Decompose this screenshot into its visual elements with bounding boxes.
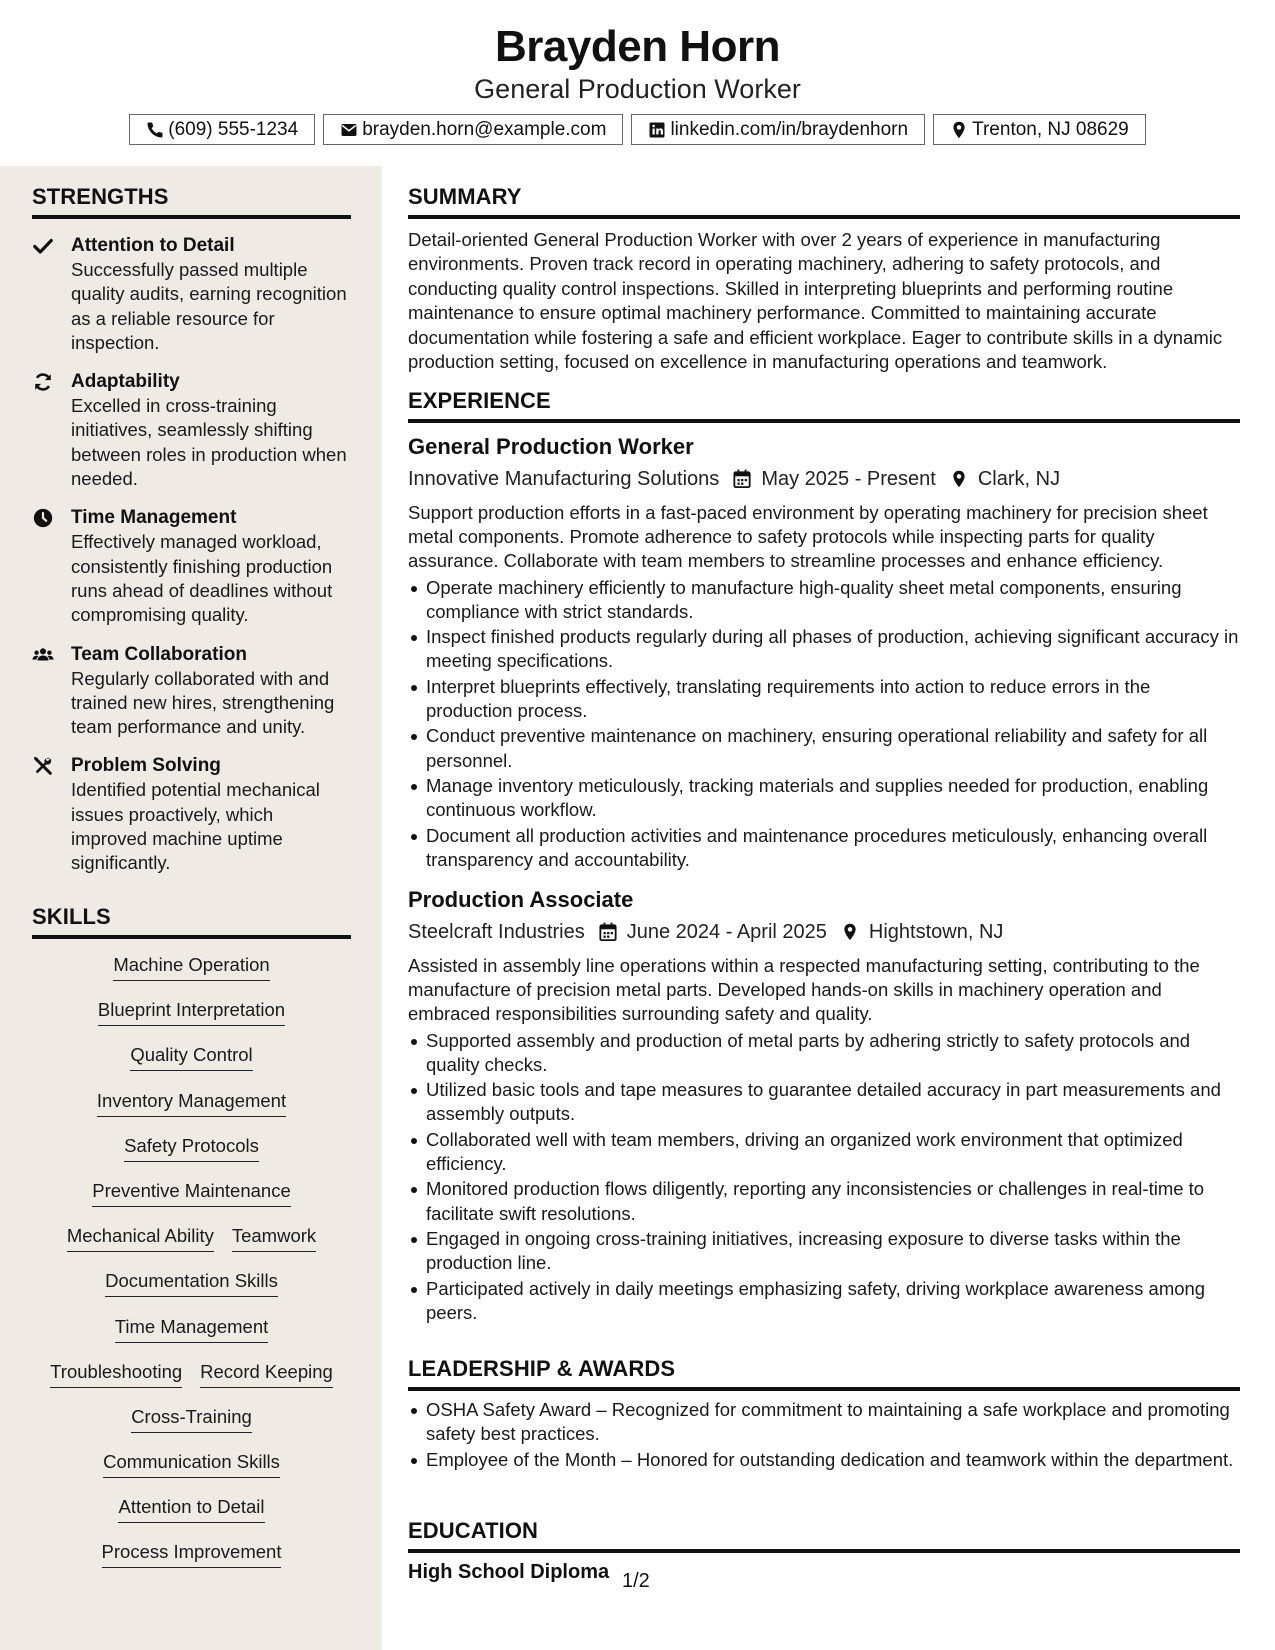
strength-description: Excelled in cross-training initiatives, seamlessly shifting between roles in production when needed. (71, 395, 347, 490)
strength-description: Regularly collaborated with and trained new hires, strengthening team performance and unity. (71, 667, 335, 738)
strength-item (32, 233, 351, 355)
tools-icon (32, 755, 54, 777)
strength-description: Effectively managed workload, consistently finishing production runs ahead of deadlines without compromising quality. (71, 531, 333, 626)
job-entry (408, 431, 1240, 872)
skill-tag: Communication Skills (103, 1450, 280, 1478)
experience-heading: EXPERIENCE (408, 388, 1240, 423)
strength-title: Adaptability (71, 371, 180, 393)
job-meta (408, 917, 1240, 947)
education-degree: High School Diploma (408, 1561, 610, 1583)
skill-row (32, 1269, 351, 1314)
job-company: Steelcraft Industries (408, 920, 585, 943)
bullet-item: Engaged in ongoing cross-training initiatives, increasing exposure to diverse tasks within the production line. (408, 1227, 1240, 1275)
job-meta (408, 464, 1240, 494)
clock-icon (32, 507, 54, 529)
resume-header (0, 0, 1275, 166)
award-item: OSHA Safety Award – Recognized for commitment to maintaining a safe workplace and promoting safety best practices. (408, 1398, 1240, 1446)
skill-tag: Time Management (115, 1315, 269, 1343)
contact-location[interactable] (933, 114, 1146, 145)
skill-row (32, 953, 351, 998)
strengths-section (32, 184, 351, 876)
linkedin-icon (648, 121, 666, 139)
skill-row (32, 1360, 351, 1405)
award-item: Employee of the Month – Honored for outstanding dedication and teamwork within the department. (408, 1448, 1240, 1472)
map-pin-icon (950, 121, 968, 139)
strength-title: Problem Solving (71, 755, 221, 777)
skill-row (32, 998, 351, 1043)
strength-title: Time Management (71, 507, 237, 529)
skill-tag: Troubleshooting (50, 1360, 182, 1388)
bullet-item: Monitored production flows diligently, reporting any inconsistencies or challenges in real-time to facilitate swift resolutions. (408, 1177, 1240, 1225)
strength-title: Attention to Detail (71, 235, 235, 256)
strength-item (32, 369, 351, 491)
skill-tag: Cross-Training (131, 1405, 252, 1433)
contact-phone[interactable] (129, 114, 315, 145)
job-description: Assisted in assembly line operations within a respected manufacturing setting, contributing to the manufacture of precision metal parts. Developed hands-on skills in machinery operation and embraced responsibilities surrounding safety and quality. (408, 954, 1200, 1025)
bullet-item: Supported assembly and production of metal parts by adhering strictly to safety protocols and quality checks. (408, 1029, 1240, 1077)
skill-tag: Documentation Skills (105, 1269, 278, 1297)
strengths-heading: STRENGTHS (32, 184, 351, 219)
contact-email[interactable] (323, 114, 623, 145)
strength-item (32, 642, 351, 740)
job-dates: June 2024 - April 2025 (626, 920, 827, 943)
skill-tag: Record Keeping (200, 1360, 333, 1388)
job-bullets (408, 1029, 1240, 1325)
bullet-item: Operate machinery efficiently to manufacture high-quality sheet metal components, ensuring compliance with strict standards. (408, 576, 1240, 624)
skill-row (32, 1224, 351, 1269)
skill-row (32, 1179, 351, 1224)
strength-item (32, 753, 351, 875)
skill-tag: Preventive Maintenance (92, 1179, 290, 1207)
contact-phone-text: (609) 555-1234 (168, 118, 299, 140)
skills-section (32, 904, 351, 1586)
page-number: 1/2 (622, 1570, 650, 1592)
phone-icon (146, 121, 164, 139)
summary-heading: SUMMARY (408, 184, 1240, 219)
main-content (408, 166, 1240, 1650)
contact-linkedin[interactable] (631, 114, 925, 145)
skill-tag: Safety Protocols (124, 1134, 259, 1162)
skill-row (32, 1540, 351, 1585)
job-company: Innovative Manufacturing Solutions (408, 468, 720, 490)
job-description: Support production efforts in a fast-paced environment by operating machinery for precision sheet metal components. Promote adherence to safety protocols while inspecting parts for quality assurance. Collaborate with team members to streamline processes and enhance efficiency. (408, 502, 1208, 572)
job-dates: May 2025 - Present (761, 468, 936, 490)
job-entry (408, 884, 1240, 1325)
skill-tag: Quality Control (130, 1043, 252, 1071)
education-section (408, 1518, 1240, 1587)
education-heading: EDUCATION (408, 1518, 1240, 1553)
strength-description: Successfully passed multiple quality audits, earning recognition as a reliable resource for inspection. (71, 259, 347, 353)
experience-section (408, 388, 1240, 1326)
leadership-list (408, 1398, 1240, 1472)
job-bullets (408, 576, 1240, 872)
skill-row (32, 1043, 351, 1088)
map-pin-icon (950, 469, 968, 489)
strength-item (32, 505, 351, 627)
skill-tag: Process Improvement (102, 1540, 282, 1568)
skill-tag: Inventory Management (97, 1089, 286, 1117)
strength-description: Identified potential mechanical issues proactively, which improved machine uptime significantly. (71, 779, 320, 874)
summary-section (408, 184, 1240, 374)
skill-tag: Mechanical Ability (67, 1224, 214, 1252)
skill-row (32, 1450, 351, 1495)
summary-text: Detail-oriented General Production Worker with over 2 years of experience in manufacturing environments. Proven track record in operating machinery, adhering to safety protocols, and conducting quality control inspections. Skilled in interpreting blueprints and performing routine maintenance to ensure optimal machinery performance. Committed to maintaining accurate documentation while fostering a safe and efficient workplace. Eager to contribute skills in a dynamic production setting, focused on excellence in manufacturing operations and teamwork. (408, 229, 1223, 373)
job-location: Hightstown, NJ (868, 920, 1004, 943)
skill-tag: Machine Operation (113, 953, 269, 981)
candidate-name: Brayden Horn (495, 22, 780, 71)
strength-title: Team Collaboration (71, 643, 247, 665)
skill-row (32, 1089, 351, 1134)
bullet-item: Conduct preventive maintenance on machinery, ensuring operational reliability and safety for all personnel. (408, 724, 1240, 772)
skill-row (32, 1315, 351, 1360)
leadership-section (408, 1356, 1240, 1473)
contact-location-text: Trenton, NJ 08629 (972, 118, 1129, 140)
map-pin-icon (841, 922, 859, 942)
skill-tag: Teamwork (232, 1224, 316, 1252)
checkmark-icon (32, 235, 54, 257)
bullet-item: Inspect finished products regularly during all phases of production, achieving significant accuracy in meeting specifications. (408, 625, 1240, 673)
bullet-item: Participated actively in daily meetings emphasizing safety, driving workplace awareness among peers. (408, 1277, 1240, 1325)
skill-tag: Attention to Detail (118, 1495, 264, 1523)
candidate-title: General Production Worker (474, 74, 801, 104)
calendar-icon (599, 922, 617, 942)
sidebar (0, 166, 382, 1650)
skill-tag: Blueprint Interpretation (98, 998, 285, 1026)
job-title: Production Associate (408, 886, 634, 912)
leadership-heading: LEADERSHIP & AWARDS (408, 1356, 1240, 1391)
contact-email-text: brayden.horn@example.com (362, 118, 607, 140)
bullet-item: Collaborated well with team members, driving an organized work environment that optimized efficiency. (408, 1128, 1240, 1176)
contact-bar (0, 114, 1275, 145)
job-title: General Production Worker (408, 434, 694, 459)
skill-row (32, 1495, 351, 1540)
envelope-icon (340, 121, 358, 139)
users-icon (32, 644, 54, 666)
skill-row (32, 1405, 351, 1450)
calendar-icon (733, 469, 751, 489)
skill-row (32, 1134, 351, 1179)
contact-linkedin-text: linkedin.com/in/braydenhorn (670, 118, 909, 140)
job-location: Clark, NJ (977, 468, 1061, 490)
bullet-item: Manage inventory meticulously, tracking materials and supplies needed for production, enabling continuous workflow. (408, 774, 1240, 822)
sync-icon (32, 371, 54, 393)
skills-list (32, 953, 351, 1586)
bullet-item: Utilized basic tools and tape measures to guarantee detailed accuracy in part measurements and assembly outputs. (408, 1078, 1240, 1126)
bullet-item: Interpret blueprints effectively, translating requirements into action to reduce errors in the production process. (408, 675, 1240, 723)
skills-heading: SKILLS (32, 904, 351, 939)
bullet-item: Document all production activities and maintenance procedures meticulously, enhancing overall transparency and accountability. (408, 824, 1240, 872)
